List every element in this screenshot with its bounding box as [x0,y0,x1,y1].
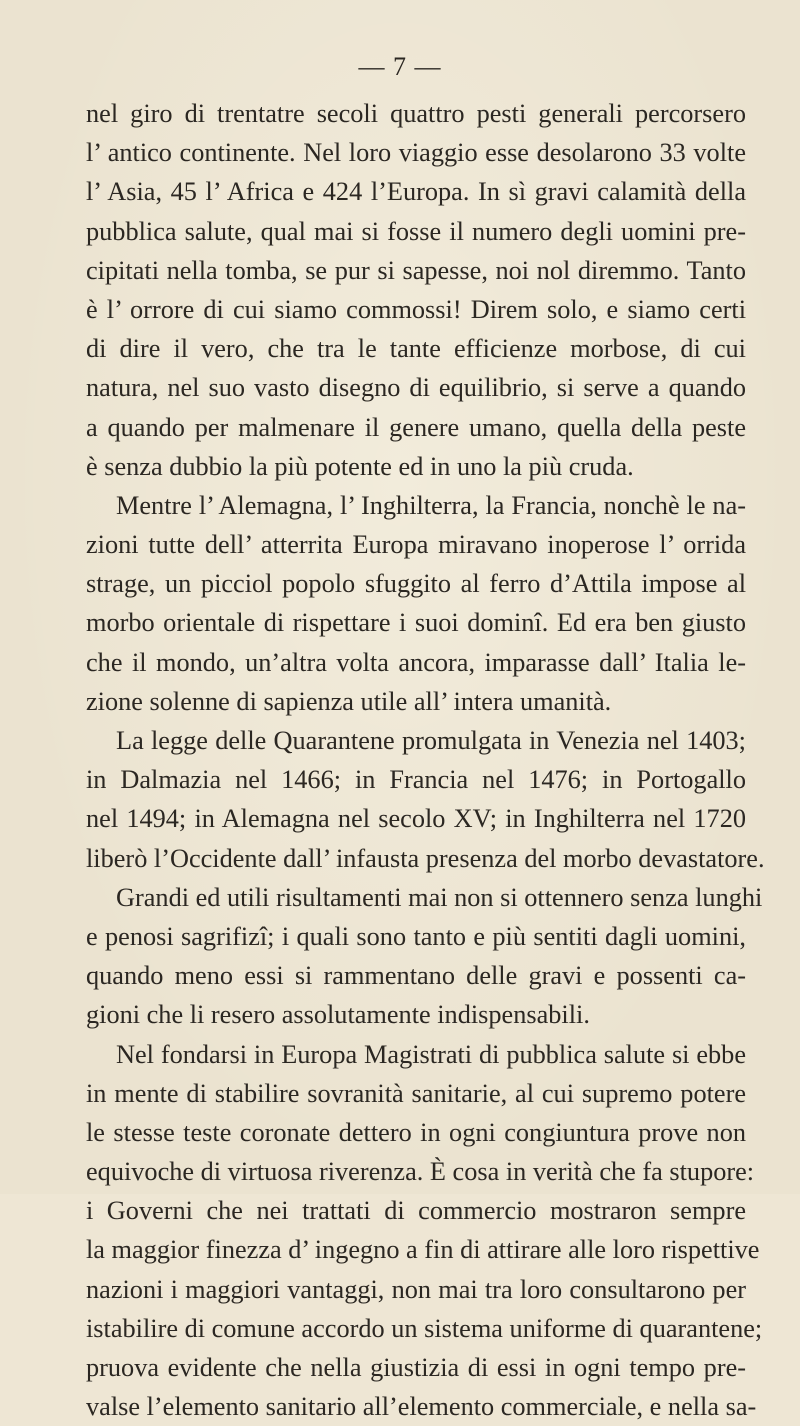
text-line: in mente di stabilire sovranità sanitarie, al cui supremo potere [86,1074,746,1113]
page-number: — 7 — [0,52,800,82]
text-line: istabilire di comune accordo un sistema uniforme di quarantene; [86,1309,746,1348]
text-line: Grandi ed utili risultamenti mai non si ottennero senza lunghi [86,878,746,917]
text-line: zione solenne di sapienza utile all’ intera umanità. [86,682,746,721]
text-line: nazioni i maggiori vantaggi, non mai tra loro consultarono per [86,1270,746,1309]
text-line: pruova evidente che nella giustizia di essi in ogni tempo pre- [86,1348,746,1387]
text-line: gioni che li resero assolutamente indispensabili. [86,995,746,1034]
text-line: i Governi che nei trattati di commercio mostraron sempre [86,1191,746,1230]
text-line: l’ antico continente. Nel loro viaggio esse desolarono 33 volte [86,133,746,172]
paragraph [86,94,746,486]
paragraph [86,1035,746,1426]
paragraph [86,721,746,878]
text-line: le stesse teste coronate dettero in ogni congiuntura prove non [86,1113,746,1152]
text-line: pubblica salute, qual mai si fosse il numero degli uomini pre- [86,212,746,251]
text-line: quando meno essi si rammentano delle gravi e possenti ca- [86,956,746,995]
text-line: la maggior finezza d’ ingegno a fin di attirare alle loro rispettive [86,1230,746,1269]
text-line: in Dalmazia nel 1466; in Francia nel 1476; in Portogallo [86,760,746,799]
text-line: morbo orientale di rispettare i suoi dominî. Ed era ben giusto [86,603,746,642]
text-line: strage, un picciol popolo sfuggito al ferro d’Attila impose al [86,564,746,603]
text-line: valse l’elemento sanitario all’elemento commerciale, e nella sa- [86,1387,746,1426]
text-line: Nel fondarsi in Europa Magistrati di pubblica salute si ebbe [86,1035,746,1074]
text-line: cipitati nella tomba, se pur si sapesse, noi nol diremmo. Tanto [86,251,746,290]
text-line: Mentre l’ Alemagna, l’ Inghilterra, la Francia, nonchè le na- [86,486,746,525]
text-line: che il mondo, un’altra volta ancora, imparasse dall’ Italia le- [86,643,746,682]
text-line: equivoche di virtuosa riverenza. È cosa in verità che fa stupore: [86,1152,746,1191]
text-line: di dire il vero, che tra le tante efficienze morbose, di cui [86,329,746,368]
text-line: è l’ orrore di cui siamo commossi! Direm solo, e siamo certi [86,290,746,329]
text-line: a quando per malmenare il genere umano, quella della peste [86,408,746,447]
text-line: e penosi sagrifizî; i quali sono tanto e più sentiti dagli uomini, [86,917,746,956]
text-line: nel giro di trentatre secoli quattro pesti generali percorsero [86,94,746,133]
text-line: è senza dubbio la più potente ed in uno la più cruda. [86,447,746,486]
text-line: zioni tutte dell’ atterrita Europa miravano inoperose l’ orrida [86,525,746,564]
text-line: natura, nel suo vasto disegno di equilibrio, si serve a quando [86,368,746,407]
text-line: nel 1494; in Alemagna nel secolo XV; in Inghilterra nel 1720 [86,799,746,838]
body-text [86,94,746,1426]
text-line: La legge delle Quarantene promulgata in Venezia nel 1403; [86,721,746,760]
paragraph [86,878,746,1035]
paragraph [86,486,746,721]
text-line: l’ Asia, 45 l’ Africa e 424 l’Europa. In sì gravi calamità della [86,172,746,211]
text-line: liberò l’Occidente dall’ infausta presenza del morbo devastatore. [86,839,746,878]
